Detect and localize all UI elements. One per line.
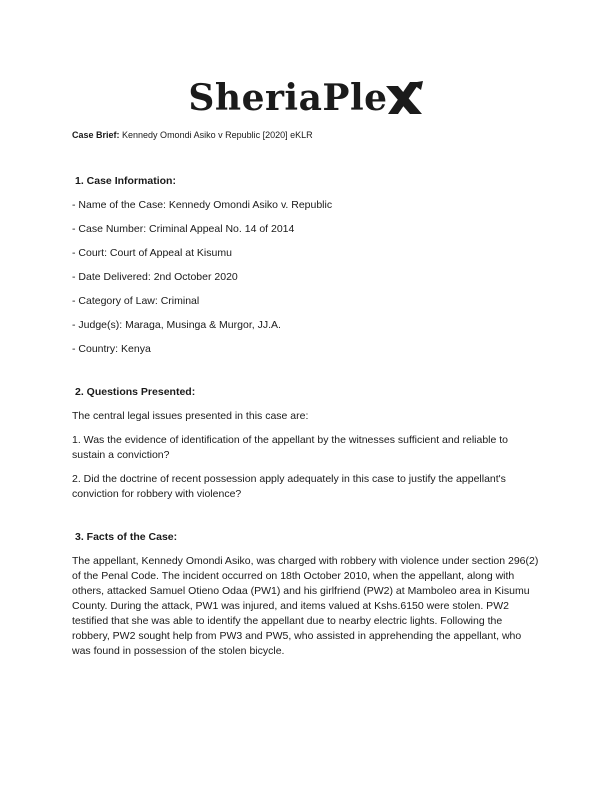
info-item-category: - Category of Law: Criminal xyxy=(72,295,200,307)
question-item-1: 1. Was the evidence of identification of the appellant by the witnesses sufficient and reliable to sustain a conviction? xyxy=(72,434,509,461)
sheriaplex-logo xyxy=(0,76,612,126)
document-content xyxy=(72,128,542,659)
question-item-2: 2. Did the doctrine of recent possession apply adequately in this case to justify the appellant's conviction for robbery with violence? xyxy=(72,473,506,500)
logo-text: SheriaPle xyxy=(188,77,388,119)
case-brief-label: Case Brief: xyxy=(72,130,120,140)
facts-paragraph: The appellant, Kennedy Omondi Asiko, was charged with robbery with violence under section 296(2) of the Penal Code. The incident occurred on 18th October 2010, when the appellant, along with others, attacked Samuel Otieno Odaa (PW1) and his girlfriend (PW2) at Mamboleo area in Kisumu County. During the attack, PW1 was injured, and items valued at Kshs.6150 were stolen. PW2 testified that she was able to identify the appellant due to nearby electric lights. Following the robbery, PW2 sought help from PW3 and PW5, who assisted in apprehending the appellant, who was found in possession of the stolen bicycle. xyxy=(72,555,539,657)
info-item-name: - Name of the Case: Kennedy Omondi Asiko v. Republic xyxy=(72,199,333,211)
info-item-case-number: - Case Number: Criminal Appeal No. 14 of 2014 xyxy=(72,223,295,235)
section-heading-case-information: 1. Case Information: xyxy=(75,175,176,187)
case-brief-title: Kennedy Omondi Asiko v Republic [2020] eKLR xyxy=(119,130,313,140)
case-brief-line xyxy=(72,128,542,143)
logo-x-icon xyxy=(384,80,424,126)
info-item-country: - Country: Kenya xyxy=(72,343,151,355)
section-heading-questions-presented: 2. Questions Presented: xyxy=(75,386,196,398)
info-item-court: - Court: Court of Appeal at Kisumu xyxy=(72,247,232,259)
section-heading-facts: 3. Facts of the Case: xyxy=(75,531,178,543)
case-information-list xyxy=(72,198,542,357)
info-item-date: - Date Delivered: 2nd October 2020 xyxy=(72,271,238,283)
info-item-judges: - Judge(s): Maraga, Musinga & Murgor, JJ.A. xyxy=(72,319,281,331)
questions-intro: The central legal issues presented in this case are: xyxy=(72,410,309,422)
